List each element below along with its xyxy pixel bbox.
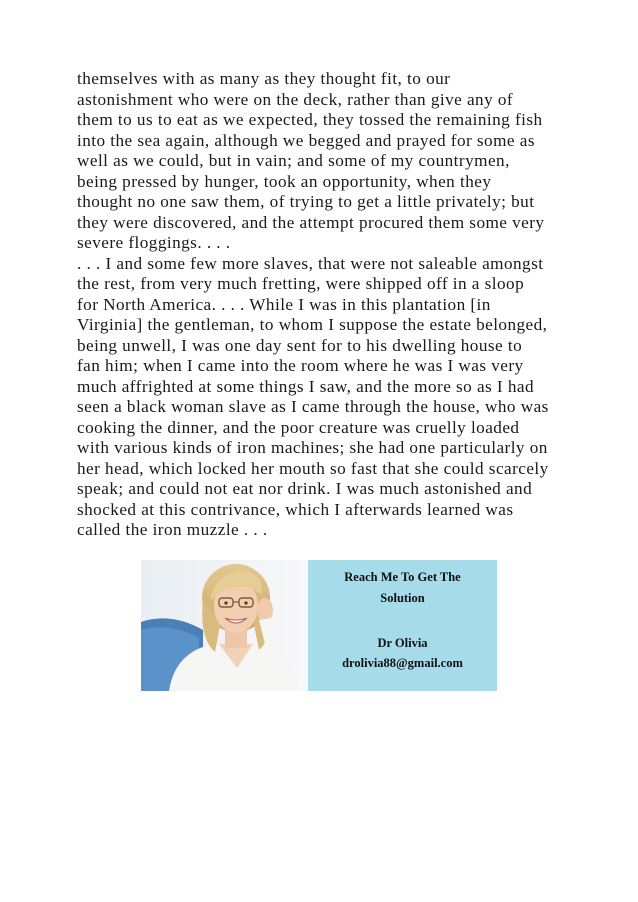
- text-line: Virginia] the gentleman, to whom I suppose the estate belonged,: [77, 315, 548, 334]
- text-line: called the iron muzzle . . .: [77, 520, 268, 539]
- contact-panel: [308, 560, 497, 691]
- text-line: much affrighted at some things I saw, and the more so as I had: [77, 376, 534, 396]
- contact-email[interactable]: drolivia88@gmail.com: [342, 656, 463, 670]
- text-line: speak; and could not eat nor drink. I was much astonished and: [77, 479, 533, 498]
- text-line: astonishment who were on the deck, rather than give any of: [77, 89, 514, 109]
- text-line: fan him; when I came into the room where he was I was very: [77, 356, 524, 375]
- contact-banner[interactable]: [141, 560, 497, 691]
- text-line: being unwell, I was one day sent for to his dwelling house to: [77, 335, 523, 355]
- text-line: thought no one saw them, of trying to get a little privately; but: [77, 192, 535, 211]
- text-line: . . . I and some few more slaves, that were not saleable amongst: [77, 253, 544, 273]
- text-line: her head, which locked her mouth so fast that she could scarcely: [77, 458, 549, 478]
- text-line: themselves with as many as they thought fit, to our: [77, 69, 451, 88]
- text-line: being pressed by hunger, took an opportunity, when they: [77, 171, 492, 191]
- text-line: them to us to eat as we expected, they tossed the remaining fish: [77, 110, 543, 129]
- text-line: seen a black woman slave as I came through the house, who was: [77, 397, 549, 416]
- text-line: they were discovered, and the attempt procured them some very: [77, 212, 545, 232]
- text-line: with various kinds of iron machines; she had one particularly on: [77, 438, 548, 457]
- text-line: well as we could, but in vain; and some of my countrymen,: [77, 151, 510, 170]
- text-line: cooking the dinner, and the poor creature was cruelly loaded: [77, 417, 520, 437]
- cta-heading-line2: Solution: [380, 591, 425, 605]
- body-text: [77, 69, 577, 541]
- contact-name: Dr Olivia: [377, 636, 428, 650]
- woman-portrait-image: [141, 560, 308, 691]
- text-line: for North America. . . . While I was in this plantation [in: [77, 294, 491, 314]
- text-line: the rest, from very much fretting, were shipped off in a sloop: [77, 274, 525, 293]
- text-line: severe floggings. . . .: [77, 233, 231, 252]
- text-line: shocked at this contrivance, which I afterwards learned was: [77, 499, 514, 519]
- cta-heading-line1: Reach Me To Get The: [344, 570, 461, 584]
- text-line: into the sea again, although we begged and prayed for some as: [77, 130, 535, 150]
